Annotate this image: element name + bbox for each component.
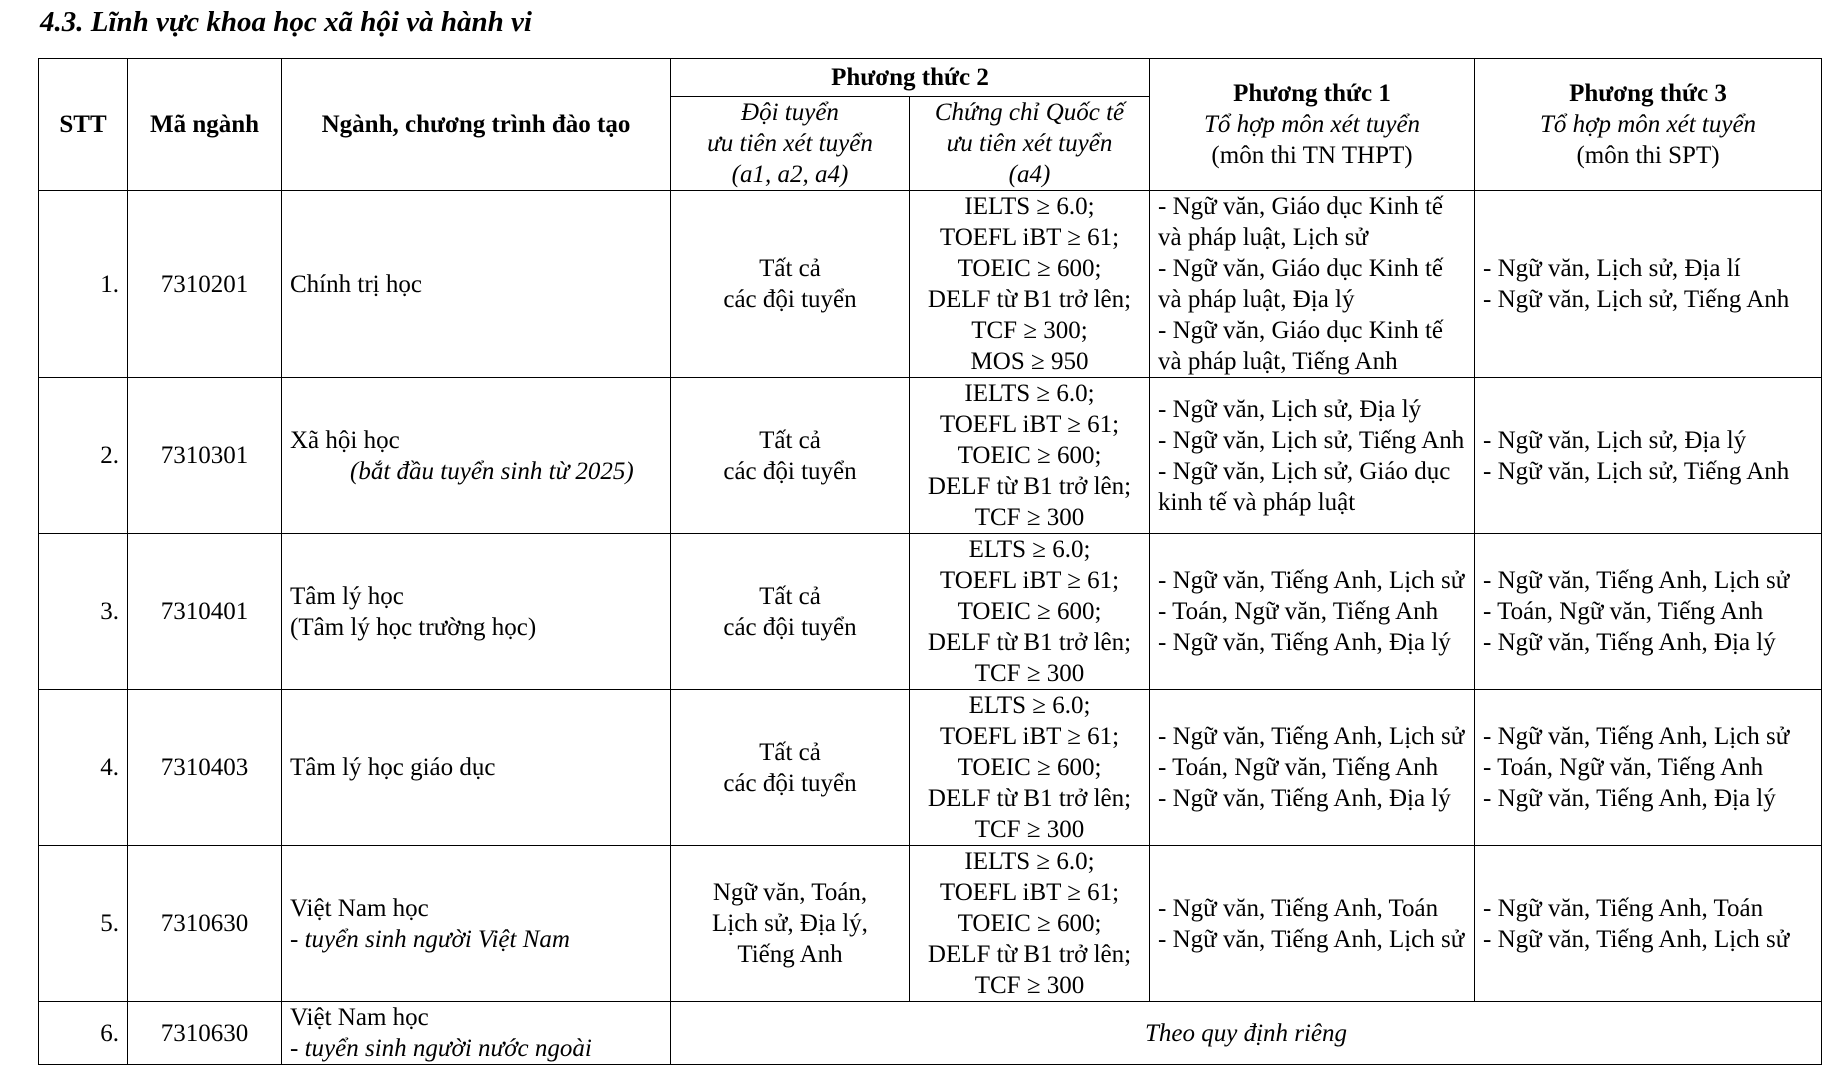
row-doi-tuyen: Tất cả các đội tuyển xyxy=(671,191,910,378)
row-name: Việt Nam học - tuyển sinh người Việt Nam xyxy=(282,846,671,1002)
row-stt: 3. xyxy=(39,534,128,690)
row-pt3: - Ngữ văn, Tiếng Anh, Toán - Ngữ văn, Tiếng Anh, Lịch sử xyxy=(1475,846,1822,1002)
header-pt1: Phương thức 1 Tổ hợp môn xét tuyển (môn thi TN THPT) xyxy=(1150,59,1475,191)
header-nganh: Ngành, chương trình đào tạo xyxy=(282,59,671,191)
header-pt2-doi-tuyen: Đội tuyển ưu tiên xét tuyển (a1, a2, a4) xyxy=(671,97,910,191)
row-name-note: (bắt đầu tuyển sinh từ 2025) xyxy=(350,457,634,485)
row-name: Việt Nam học - tuyển sinh người nước ngoài xyxy=(282,1002,671,1065)
row-chung-chi: ELTS ≥ 6.0; TOEFL iBT ≥ 61; TOEIC ≥ 600; DELF từ B1 trở lên; TCF ≥ 300 xyxy=(910,690,1150,846)
table-row xyxy=(39,846,1822,1002)
row-name: Chính trị học xyxy=(282,191,671,378)
header-pt3: Phương thức 3 Tổ hợp môn xét tuyển (môn thi SPT) xyxy=(1475,59,1822,191)
row-pt1: - Ngữ văn, Tiếng Anh, Lịch sử - Toán, Ngữ văn, Tiếng Anh - Ngữ văn, Tiếng Anh, Địa lý xyxy=(1150,690,1475,846)
row-name: Tâm lý học (Tâm lý học trường học) xyxy=(282,534,671,690)
section-title: 4.3. Lĩnh vực khoa học xã hội và hành vi xyxy=(40,6,532,38)
row-chung-chi: IELTS ≥ 6.0; TOEFL iBT ≥ 61; TOEIC ≥ 600; DELF từ B1 trở lên; TCF ≥ 300 xyxy=(910,378,1150,534)
row-stt: 6. xyxy=(39,1002,128,1065)
row-stt: 1. xyxy=(39,191,128,378)
table-row xyxy=(39,191,1822,378)
header-ma-nganh: Mã ngành xyxy=(128,59,282,191)
row-merged-note: Theo quy định riêng xyxy=(671,1002,1822,1065)
row-chung-chi: IELTS ≥ 6.0; TOEFL iBT ≥ 61; TOEIC ≥ 600; DELF từ B1 trở lên; TCF ≥ 300; MOS ≥ 950 xyxy=(910,191,1150,378)
header-row-1 xyxy=(39,59,1822,97)
row-pt1: - Ngữ văn, Giáo dục Kinh tế và pháp luật, Lịch sử - Ngữ văn, Giáo dục Kinh tế và pháp luật, Địa lý - Ngữ văn, Giáo dục Kinh tế và pháp luật, Tiếng Anh xyxy=(1150,191,1475,378)
row-name-note: - tuyển sinh người Việt Nam xyxy=(290,925,570,953)
row-pt3: - Ngữ văn, Tiếng Anh, Lịch sử - Toán, Ngữ văn, Tiếng Anh - Ngữ văn, Tiếng Anh, Địa lý xyxy=(1475,690,1822,846)
row-name-note: - tuyển sinh người nước ngoài xyxy=(290,1035,592,1062)
table-row xyxy=(39,534,1822,690)
row-doi-tuyen: Tất cả các đội tuyển xyxy=(671,690,910,846)
row-pt1: - Ngữ văn, Tiếng Anh, Lịch sử - Toán, Ngữ văn, Tiếng Anh - Ngữ văn, Tiếng Anh, Địa lý xyxy=(1150,534,1475,690)
header-pt2-chung-chi: Chứng chỉ Quốc tế ưu tiên xét tuyển (a4) xyxy=(910,97,1150,191)
row-chung-chi: IELTS ≥ 6.0; TOEFL iBT ≥ 61; TOEIC ≥ 600; DELF từ B1 trở lên; TCF ≥ 300 xyxy=(910,846,1150,1002)
row-name: Tâm lý học giáo dục xyxy=(282,690,671,846)
header-stt: STT xyxy=(39,59,128,191)
row-pt1: - Ngữ văn, Lịch sử, Địa lý - Ngữ văn, Lịch sử, Tiếng Anh - Ngữ văn, Lịch sử, Giáo dục kinh tế và pháp luật xyxy=(1150,378,1475,534)
row-doi-tuyen: Ngữ văn, Toán, Lịch sử, Địa lý, Tiếng Anh xyxy=(671,846,910,1002)
row-stt: 5. xyxy=(39,846,128,1002)
table-row xyxy=(39,378,1822,534)
row-code: 7310630 xyxy=(128,846,282,1002)
row-stt: 2. xyxy=(39,378,128,534)
row-doi-tuyen: Tất cả các đội tuyển xyxy=(671,378,910,534)
row-code: 7310401 xyxy=(128,534,282,690)
row-pt1: - Ngữ văn, Tiếng Anh, Toán - Ngữ văn, Tiếng Anh, Lịch sử xyxy=(1150,846,1475,1002)
admission-table xyxy=(38,58,1822,1065)
row-chung-chi: ELTS ≥ 6.0; TOEFL iBT ≥ 61; TOEIC ≥ 600; DELF từ B1 trở lên; TCF ≥ 300 xyxy=(910,534,1150,690)
table-row xyxy=(39,690,1822,846)
row-doi-tuyen: Tất cả các đội tuyển xyxy=(671,534,910,690)
row-pt3: - Ngữ văn, Tiếng Anh, Lịch sử - Toán, Ngữ văn, Tiếng Anh - Ngữ văn, Tiếng Anh, Địa lý xyxy=(1475,534,1822,690)
header-pt2: Phương thức 2 xyxy=(671,59,1150,97)
row-name: Xã hội học (bắt đầu tuyển sinh từ 2025) xyxy=(282,378,671,534)
table-row xyxy=(39,1002,1822,1065)
row-code: 7310301 xyxy=(128,378,282,534)
row-code: 7310201 xyxy=(128,191,282,378)
row-code: 7310403 xyxy=(128,690,282,846)
row-stt: 4. xyxy=(39,690,128,846)
row-code: 7310630 xyxy=(128,1002,282,1065)
row-pt3: - Ngữ văn, Lịch sử, Địa lí - Ngữ văn, Lịch sử, Tiếng Anh xyxy=(1475,191,1822,378)
row-pt3: - Ngữ văn, Lịch sử, Địa lý - Ngữ văn, Lịch sử, Tiếng Anh xyxy=(1475,378,1822,534)
